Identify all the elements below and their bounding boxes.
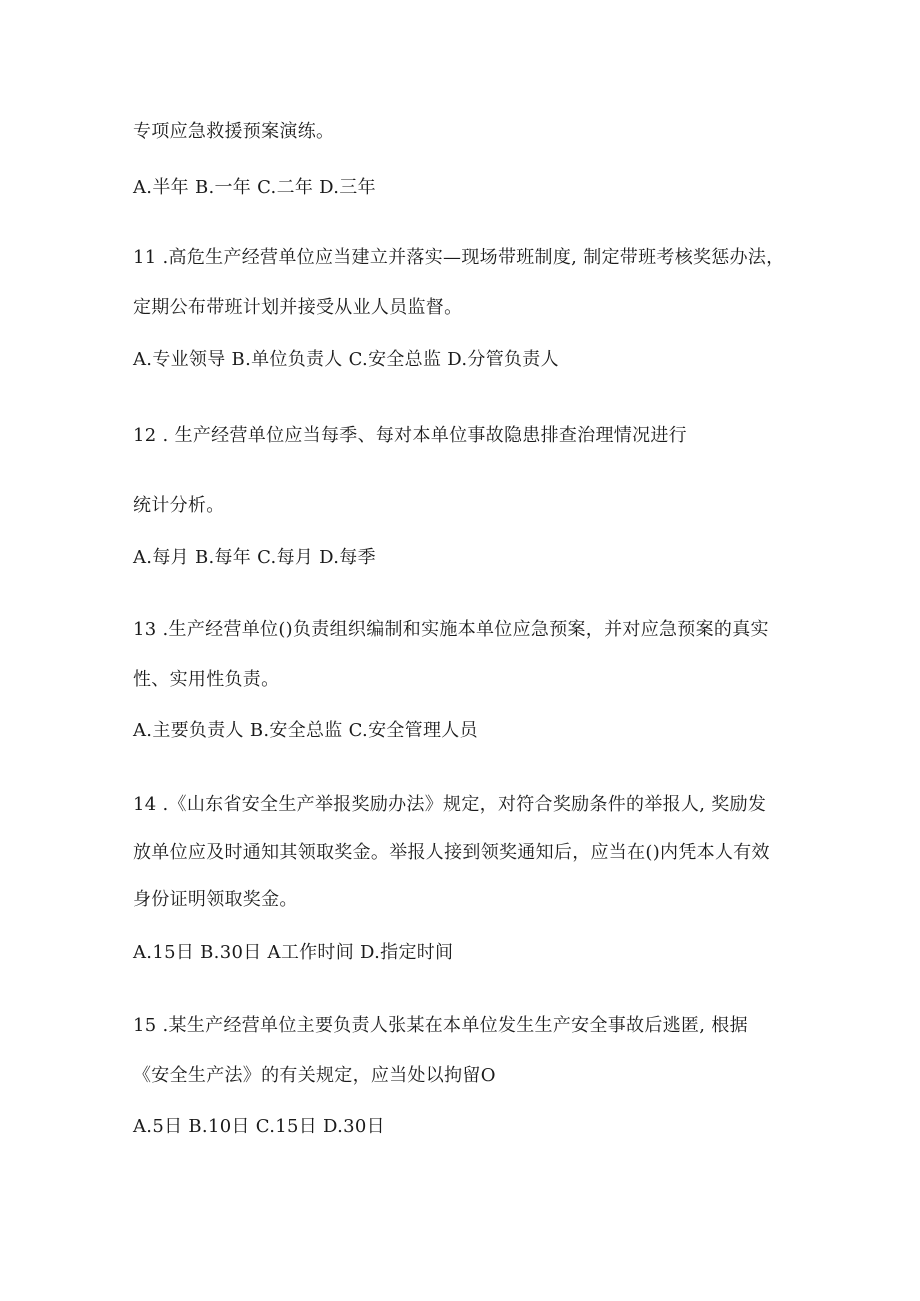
q11-stem-line1: 11 .高危生产经营单位应当建立并落实—现场带班制度, 制定带班考核奖惩办法， — [133, 247, 785, 268]
q13-options: A.主要负责人 B.安全总监 C.安全管理人员 — [133, 720, 478, 741]
q12-stem-line2: 统计分析。 — [133, 495, 225, 516]
q15-options: A.5日 B.10日 C.15日 D.30日 — [133, 1116, 385, 1137]
q11-options: A.专业领导 B.单位负责人 C.安全总监 D.分管负责人 — [133, 349, 559, 370]
q12-stem-line1: 12 . 生产经营单位应当每季、每对本单位事故隐患排查治理情况进行 — [133, 425, 687, 446]
q13-stem-line2: 性、实用性负责。 — [133, 669, 280, 690]
q10-stem-continuation: 专项应急救援预案演练。 — [133, 121, 335, 142]
q12-options: A.每月 B.每年 C.每月 D.每季 — [133, 547, 376, 568]
q15-stem-line2: 《安全生产法》的有关规定，应当处以拘留O — [133, 1065, 496, 1086]
q14-options: A.15日 B.30日 A工作时间 D.指定时间 — [133, 942, 454, 963]
q15-stem-line1: 15 .某生产经营单位主要负责人张某在本单位发生生产安全事故后逃匿, 根据 — [133, 1015, 748, 1036]
q10-options: A.半年 B.一年 C.二年 D.三年 — [133, 177, 376, 198]
q14-stem-line1: 14 .《山东省安全生产举报奖励办法》规定，对符合奖励条件的举报人, 奖励发 — [133, 794, 767, 815]
q11-stem-line2: 定期公布带班计划并接受从业人员监督。 — [133, 297, 463, 318]
q13-stem-line1: 13 .生产经营单位()负责组织编制和实施本单位应急预案，并对应急预案的真实 — [133, 619, 769, 640]
q14-stem-line3: 身份证明领取奖金。 — [133, 889, 298, 910]
q14-stem-line2: 放单位应及时通知其领取奖金。举报人接到领奖通知后，应当在()内凭本人有效 — [133, 842, 770, 863]
